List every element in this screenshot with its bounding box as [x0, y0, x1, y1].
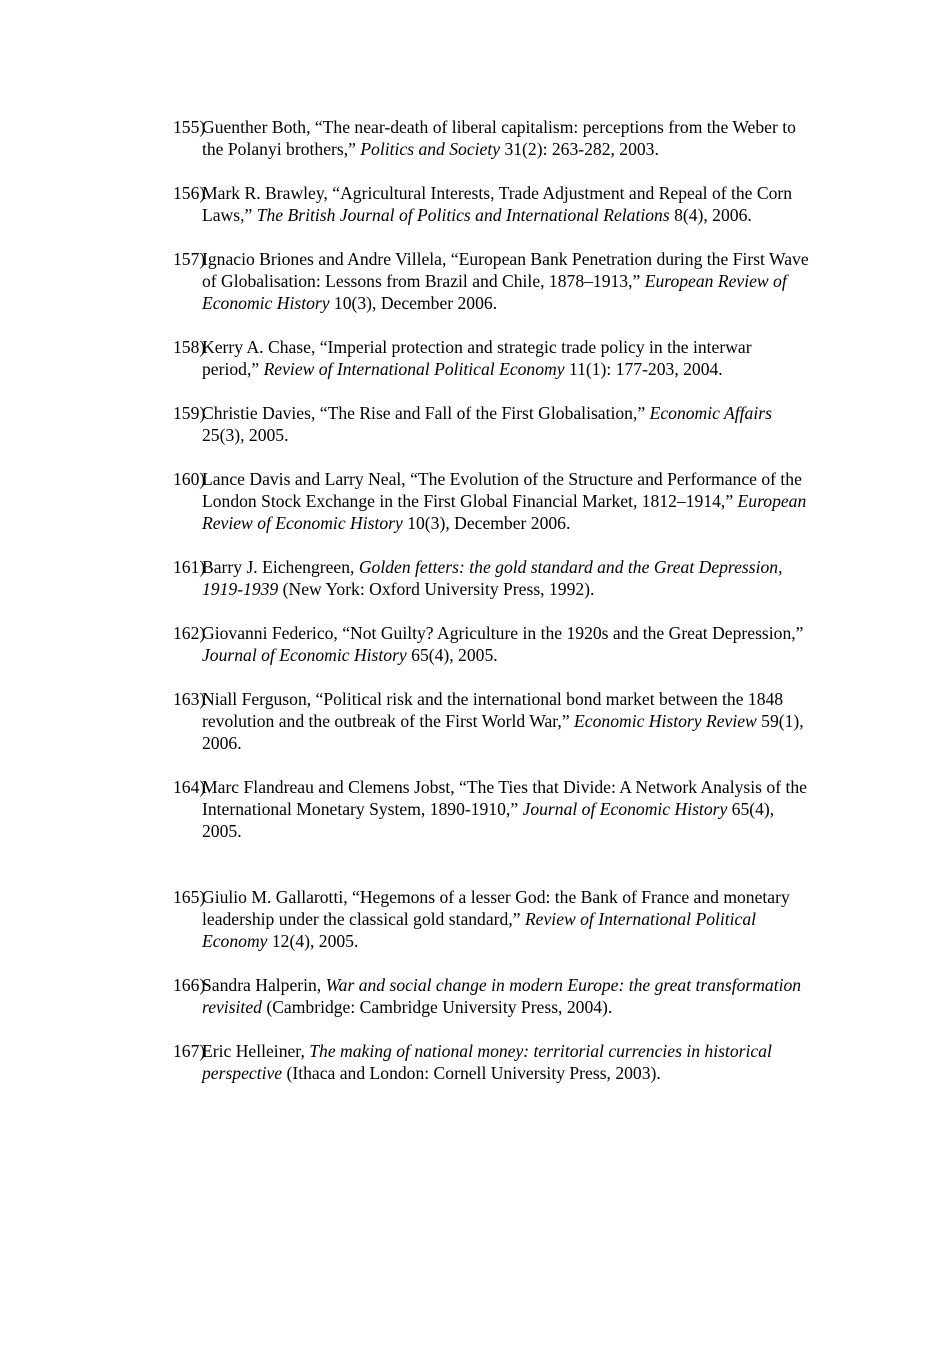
reference-text	[202, 688, 813, 754]
reference-title-italic: Journal of Economic History	[202, 645, 407, 665]
reference-list	[173, 116, 813, 1106]
reference-title-italic: Review of International Political Economy	[263, 359, 565, 379]
reference-text-plain: Mark R. Brawley, “Agricultural Interests, Trade Adjustment and Repeal of the Corn Laws,”	[202, 183, 793, 225]
reference-text-tail: 65(4), 2005.	[406, 645, 498, 665]
reference-number: 163)	[173, 689, 206, 709]
reference-item-161	[173, 556, 813, 600]
reference-text	[202, 1040, 813, 1084]
reference-title-italic: Golden fetters: the gold standard and the Great Depression, 1919-1939	[202, 557, 783, 599]
reference-text	[202, 974, 813, 1018]
reference-text-plain: Guenther Both, “The near-death of liberal capitalism: perceptions from the Weber to the Polanyi brothers,”	[202, 117, 796, 159]
reference-number: 157)	[173, 249, 206, 269]
reference-text	[202, 336, 813, 380]
reference-text	[202, 116, 813, 160]
reference-text-tail: 10(3), December 2006.	[402, 513, 571, 533]
reference-title-italic: Review of International Political Economy	[202, 909, 757, 951]
reference-text-plain: Marc Flandreau and Clemens Jobst, “The Ties that Divide: A Network Analysis of the International Monetary System, 1890-1910,”	[202, 777, 807, 819]
reference-text	[202, 776, 813, 842]
reference-number: 162)	[173, 623, 206, 643]
reference-number: 164)	[173, 777, 206, 797]
reference-text	[202, 182, 813, 226]
reference-text-tail: 65(4), 2005.	[202, 799, 775, 841]
reference-text-plain: Eric Helleiner,	[202, 1041, 310, 1061]
reference-text-tail: 11(1): 177-203, 2004.	[564, 359, 723, 379]
reference-text-tail: 31(2): 263-282, 2003.	[500, 139, 659, 159]
reference-text-tail: (Cambridge: Cambridge University Press, 2004).	[261, 997, 613, 1017]
reference-item-157	[173, 248, 813, 314]
reference-title-italic: Economic History Review	[574, 711, 757, 731]
reference-text	[202, 468, 813, 534]
reference-text-plain: Giulio M. Gallarotti, “Hegemons of a lesser God: the Bank of France and monetary leadership under the classical gold standard,”	[202, 887, 790, 929]
reference-number: 155)	[173, 117, 206, 137]
reference-number: 165)	[173, 887, 206, 907]
reference-text-tail: 59(1), 2006.	[202, 711, 804, 753]
reference-text	[202, 622, 813, 666]
reference-text	[202, 402, 813, 446]
reference-number: 166)	[173, 975, 206, 995]
reference-text-plain: Christie Davies, “The Rise and Fall of the First Globalisation,”	[202, 403, 650, 423]
reference-text-tail: (New York: Oxford University Press, 1992).	[278, 579, 595, 599]
reference-title-italic: Journal of Economic History	[522, 799, 728, 819]
reference-item-164	[173, 776, 813, 842]
reference-title-italic: Economic Affairs	[649, 403, 772, 423]
reference-text-tail: (Ithaca and London: Cornell University Press, 2003).	[282, 1063, 661, 1083]
reference-text-plain: Barry J. Eichengreen,	[202, 557, 359, 577]
reference-number: 159)	[173, 403, 206, 423]
reference-item-166	[173, 974, 813, 1018]
reference-text-plain: Niall Ferguson, “Political risk and the international bond market between the 1848 revolution and the outbreak of the First World War,”	[202, 689, 784, 731]
reference-text-tail: 8(4), 2006.	[669, 205, 752, 225]
reference-item-162	[173, 622, 813, 666]
reference-title-italic: The making of national money: territorial currencies in historical perspective	[202, 1041, 772, 1083]
reference-item-167	[173, 1040, 813, 1084]
reference-item-158	[173, 336, 813, 380]
reference-item-163	[173, 688, 813, 754]
reference-title-italic: War and social change in modern Europe: the great transformation revisited	[202, 975, 802, 1017]
reference-item-155	[173, 116, 813, 160]
reference-text-tail: 10(3), December 2006.	[329, 293, 498, 313]
reference-item-156	[173, 182, 813, 226]
reference-title-italic: The British Journal of Politics and International Relations	[256, 205, 670, 225]
reference-text-plain: Ignacio Briones and Andre Villela, “European Bank Penetration during the First Wave of Globalisation: Lessons from Brazil and Chile, 1878–1913,”	[202, 249, 809, 291]
reference-text	[202, 556, 813, 600]
reference-number: 160)	[173, 469, 206, 489]
reference-number: 156)	[173, 183, 206, 203]
reference-text-plain: Sandra Halperin,	[202, 975, 326, 995]
reference-text	[202, 248, 813, 314]
reference-item-160	[173, 468, 813, 534]
reference-title-italic: European Review of Economic History	[202, 271, 787, 313]
reference-text-plain: Lance Davis and Larry Neal, “The Evolution of the Structure and Performance of the London Stock Exchange in the First Global Financial Market, 1812–1914,”	[202, 469, 802, 511]
reference-text-plain: Kerry A. Chase, “Imperial protection and strategic trade policy in the interwar period,”	[202, 337, 752, 379]
reference-title-italic: Politics and Society	[360, 139, 501, 159]
reference-item-159	[173, 402, 813, 446]
reference-text-tail: 25(3), 2005.	[202, 425, 289, 445]
reference-number: 158)	[173, 337, 206, 357]
reference-number: 161)	[173, 557, 206, 577]
reference-text-plain: Giovanni Federico, “Not Guilty? Agriculture in the 1920s and the Great Depression,”	[202, 623, 804, 643]
reference-number: 167)	[173, 1041, 206, 1061]
reference-text-tail: 12(4), 2005.	[267, 931, 359, 951]
reference-item-165	[173, 886, 813, 952]
reference-text	[202, 886, 813, 952]
reference-title-italic: European Review of Economic History	[202, 491, 807, 533]
